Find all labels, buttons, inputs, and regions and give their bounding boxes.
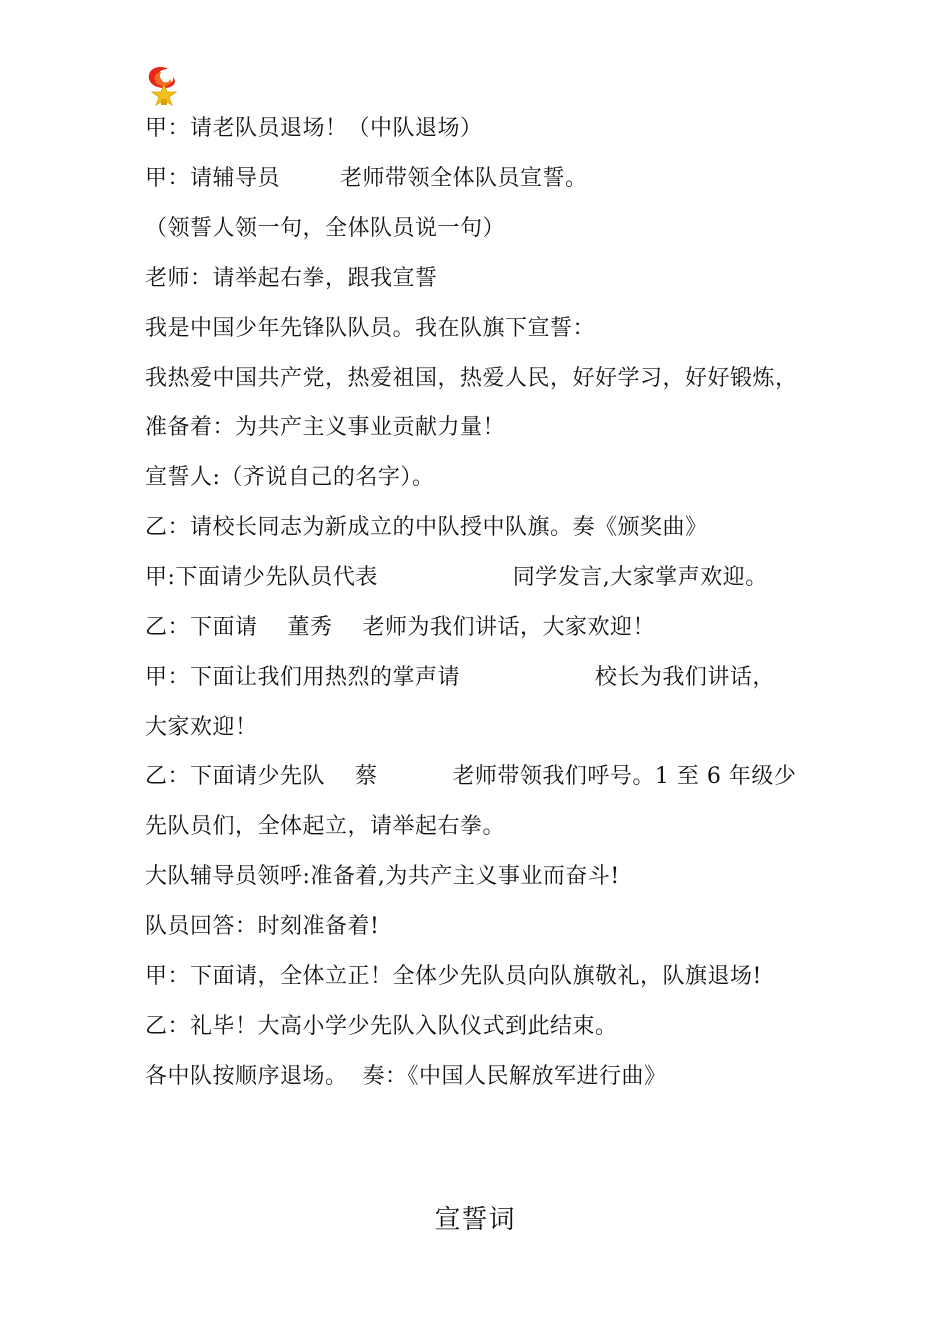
text-line-17: 队员回答：时刻准备着! — [145, 914, 380, 939]
text-line-19: 乙：礼毕！大高小学少先队入队仪式到此结束。 — [145, 1014, 618, 1039]
text-line-20: 各中队按顺序退场。 奏：《中国人民解放军进行曲》 — [145, 1064, 667, 1089]
text-line-9: 乙：请校长同志为新成立的中队授中队旗。奏《颁奖曲》 — [145, 515, 708, 540]
text-line-18: 甲：下面请，全体立正！全体少先队员向队旗敬礼，队旗退场! — [145, 964, 762, 989]
text-line-5: 我是中国少年先锋队队员。我在队旗下宣誓： — [145, 316, 596, 341]
text-line-4: 老师：请举起右拳，跟我宣誓 — [145, 266, 438, 291]
text-line-2: 甲：请辅导员 老师带领全体队员宣誓。 — [145, 166, 588, 191]
text-line-16: 大队辅导员领呼:准备着,为共产主义事业而奋斗! — [145, 864, 620, 889]
text-line-3: （领誓人领一句，全体队员说一句） — [145, 216, 506, 241]
section-title: 宣誓词 — [434, 1205, 516, 1235]
text-line-15: 先队员们，全体起立，请举起右拳。 — [145, 814, 506, 839]
text-line-12: 甲：下面让我们用热烈的掌声请 校长为我们讲话， — [145, 665, 775, 690]
torch-base — [161, 99, 167, 105]
text-line-8: 宣誓人:（齐说自己的名字）。 — [145, 465, 435, 490]
text-line-10: 甲:下面请少先队员代表 同学发言,大家掌声欢迎。 — [145, 565, 768, 590]
text-line-6: 我热爱中国共产党，热爱祖国，热爱人民，好好学习，好好锻炼， — [145, 366, 798, 391]
text-line-7: 准备着：为共产主义事业贡献力量！ — [145, 415, 506, 440]
text-line-14: 乙：下面请少先队 蔡 老师带领我们呼号。1 至 6 年级少 — [145, 764, 797, 789]
young-pioneer-logo-icon — [142, 66, 184, 106]
text-line-13: 大家欢迎！ — [145, 715, 258, 740]
text-line-1: 甲：请老队员退场！（中队退场） — [145, 116, 483, 141]
text-line-11: 乙：下面请 董秀 老师为我们讲话，大家欢迎！ — [145, 615, 655, 640]
